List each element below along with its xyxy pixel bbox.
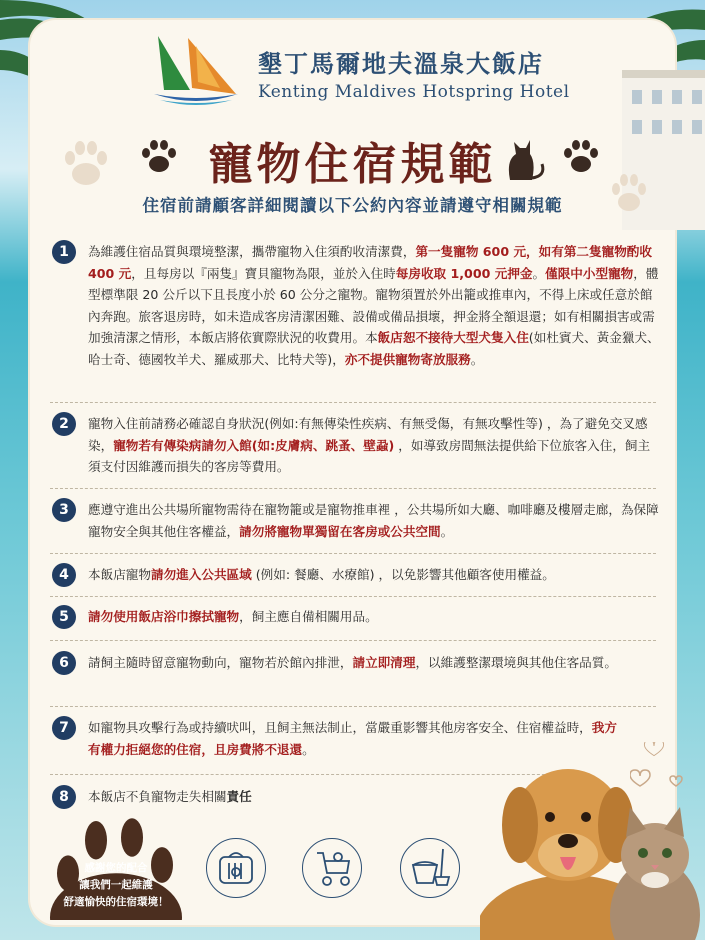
rule-text-segment: 。 xyxy=(302,741,315,757)
rule-text-segment: 本飯店不負寵物走失相關 xyxy=(88,789,227,804)
rule-number-badge: 4 xyxy=(52,563,76,587)
rule-text-segment: 如寵物具攻擊行為或持續吠叫，且飼主無法制止，當嚴重影響其他房客安全、住宿權益時， xyxy=(88,720,592,735)
rule-number-badge: 1 xyxy=(52,240,76,264)
rule-text xyxy=(88,606,662,628)
highlighted-rule-text: 請勿進入公共區域 xyxy=(150,567,252,582)
highlighted-rule-text: 寵物若有傳染病請勿入館(如:皮膚病、跳蚤、壁蝨) xyxy=(113,437,395,453)
rule-text-segment: 。 xyxy=(440,523,454,539)
cleaning-bucket-icon xyxy=(400,838,460,898)
highlighted-rule-text: 飯店恕不接待大型犬隻入住 xyxy=(377,330,529,346)
rule-text-segment: (如杜賓犬、黃金獵犬、哈士奇、德國牧羊犬、羅威那犬、比特犬等)， xyxy=(88,330,660,367)
highlighted-rule-text: 請勿將寵物單獨留在客房或公共空間 xyxy=(239,523,441,539)
golden-retriever-and-cat-illustration xyxy=(480,745,705,940)
hotel-name-en: Kenting Maldives Hotspring Hotel xyxy=(258,82,570,102)
rule-text-segment: 責任 xyxy=(226,789,252,804)
divider xyxy=(50,488,656,489)
hotel-name-zh: 墾丁馬爾地夫溫泉大飯店 xyxy=(258,49,544,78)
rule-text xyxy=(88,413,662,478)
highlighted-rule-text: 第一隻寵物 600 元，如有第二隻寵物酌收 400 元 xyxy=(88,244,652,281)
pet-stroller-icon xyxy=(302,838,362,898)
rule-text xyxy=(88,564,662,586)
highlighted-rule-text: 亦不提供寵物寄放服務 xyxy=(344,351,471,367)
rule-text-segment: 本飯店寵物 xyxy=(88,567,151,582)
divider xyxy=(50,706,656,707)
rule-text-segment: 。 xyxy=(532,265,546,281)
rule-number-badge: 2 xyxy=(52,412,76,436)
rule-number-badge: 7 xyxy=(52,716,76,740)
rule-text-segment: ，飼主應自備相關用品。 xyxy=(239,609,378,624)
rule-number-badge: 5 xyxy=(52,605,76,629)
rule-text-segment: (例如: 餐廳、水療館) ，以免影響其他顧客使用權益。 xyxy=(251,567,555,582)
rule-text-segment: ，體型標準限 20 公斤以下且長度小於 60 公分之寵物。寵物須置於外出籠或推車內，不得上床或任意於館內奔跑。旅客退房時，如未造成客房清潔困難、設備或備品損壞，押金將全額退還；如有相關損害或需加強清潔之情形，本飯店將依實際狀況的收費用。本 xyxy=(88,265,659,346)
rule-number-badge: 8 xyxy=(52,785,76,809)
rule-text-segment: 為維護住宿品質與環境整潔，攜帶寵物入住須酌收清潔費， xyxy=(88,244,416,259)
page-title: 寵物住宿規範 xyxy=(208,139,497,190)
divider xyxy=(50,640,656,641)
rule-text xyxy=(88,652,648,674)
rule-text-segment: ，且每房以『兩隻』寶貝寵物為限，並於入住時 xyxy=(131,265,396,281)
highlighted-rule-text: 請立即清理 xyxy=(352,655,416,670)
rule-number-badge: 6 xyxy=(52,651,76,675)
rule-text xyxy=(88,499,662,542)
rule-text-segment: ，以維護整潔環境與其他住客品質。 xyxy=(415,655,617,670)
highlighted-rule-text: 我方有權力拒絕您的住宿，且房費將不退還 xyxy=(88,720,617,757)
divider xyxy=(50,553,656,554)
highlighted-rule-text: 每房收取 1,000 元押金 xyxy=(395,265,533,281)
thanks-message: 感謝您的配合 讓我們一起維護 舒適愉快的住宿環境！ xyxy=(63,862,169,908)
highlighted-rule-text: 請勿使用飯店浴巾擦拭寵物 xyxy=(88,609,240,624)
rule-number-badge: 3 xyxy=(52,498,76,522)
rule-text xyxy=(88,241,662,371)
rule-text-segment: ，如導致房間無法提供給下位旅客入住，飼主須支付因維護而損失的客房等費用。 xyxy=(88,437,651,475)
rule-text-segment: 。 xyxy=(470,351,484,367)
page-subtitle: 住宿前請顧客詳細閱讀以下公約內容並請遵守相關規範 xyxy=(142,196,563,215)
rule-text xyxy=(88,786,488,808)
divider xyxy=(50,596,656,597)
rule-text-segment: 請飼主隨時留意寵物動向，寵物若於館內排泄， xyxy=(88,655,353,670)
rule-text-segment: 應遵守進出公共場所寵物需待在寵物籠或是寵物推車裡 ，公共場所如大廳、咖啡廳及樓層走廊，為保障寵物安全與其他住客權益， xyxy=(88,502,659,539)
pet-carrier-icon xyxy=(206,838,266,898)
divider xyxy=(50,402,656,403)
hotel-logo xyxy=(150,32,242,106)
highlighted-rule-text: 僅限中小型寵物 xyxy=(545,265,634,281)
rule-text-segment: 寵物入住前請務必確認自身狀況(例如:有無傳染性疾病、有無受傷，有無攻擊性等) ，為了避免交叉感染， xyxy=(88,416,648,453)
